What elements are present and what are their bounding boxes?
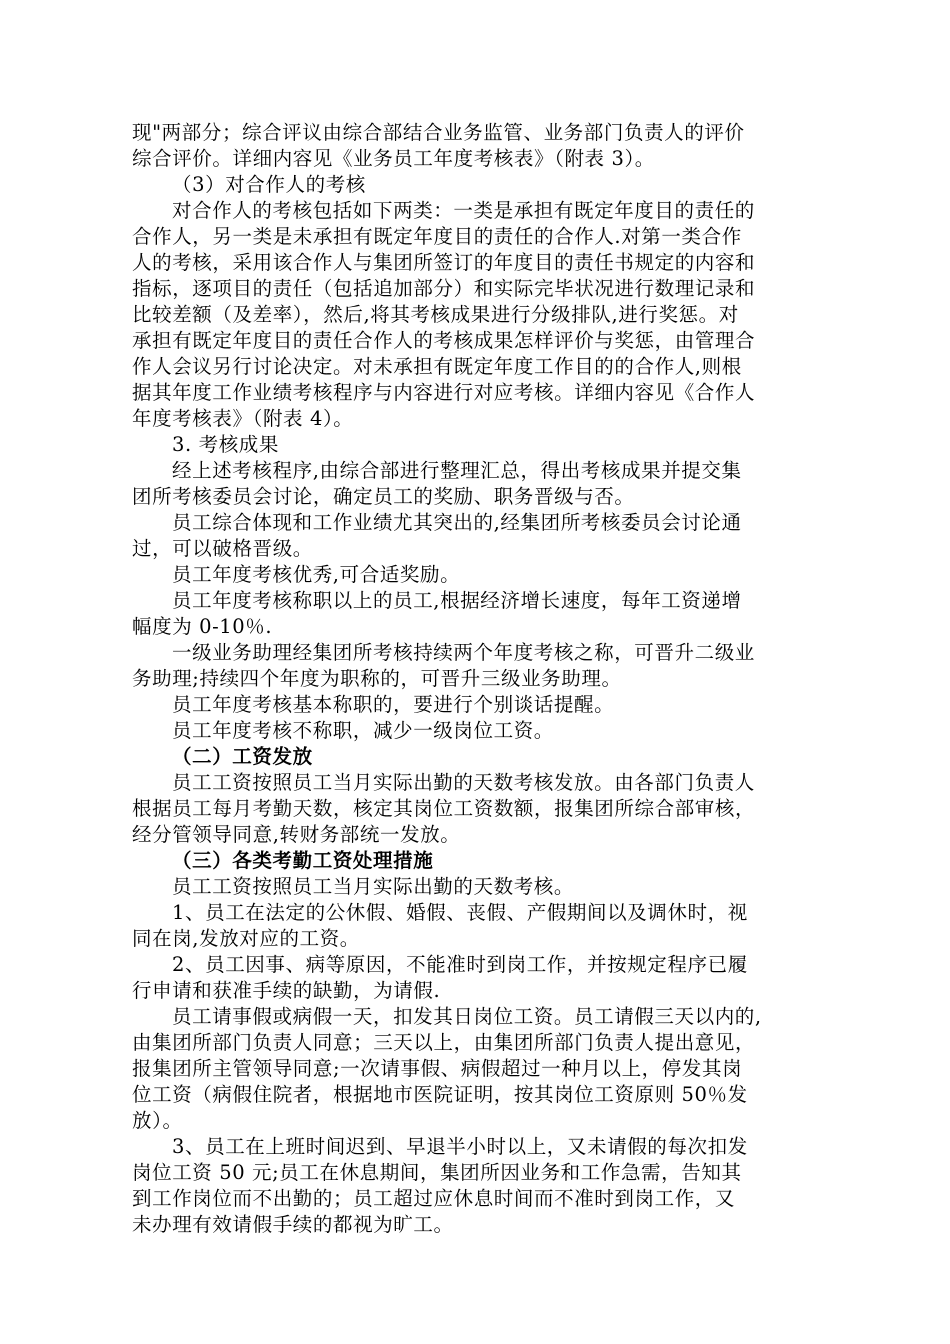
text-line: 未办理有效请假手续的都视为旷工。 xyxy=(132,1213,454,1236)
text-line: 根据员工每月考勤天数，核定其岗位工资数额，报集团所综合部审核， xyxy=(132,797,756,820)
text-line: 幅度为 0-10％. xyxy=(132,615,273,638)
subsection-heading: （3）对合作人的考核 xyxy=(172,173,366,196)
text-line: 据其年度工作业绩考核程序与内容进行对应考核。详细内容见《合作人 xyxy=(132,381,756,404)
text-line: 团所考核委员会讨论，确定员工的奖励、职务晋级与否。 xyxy=(132,485,635,508)
text-line: 报集团所主管领导同意;一次请事假、病假超过一种月以上，停发其岗 xyxy=(132,1057,743,1080)
text-line: 员工请事假或病假一天，扣发其日岗位工资。员工请假三天以内的, xyxy=(172,1005,762,1028)
text-line: 员工年度考核不称职，减少一级岗位工资。 xyxy=(172,719,554,742)
text-line: 承担有既定年度目的责任合作人的考核成果怎样评价与奖惩，由管理合 xyxy=(132,329,756,352)
text-line: 作人会议另行讨论决定。对未承担有既定年度工作目的的合作人,则根 xyxy=(132,355,742,378)
text-line: 经上述考核程序,由综合部进行整理汇总，得出考核成果并提交集 xyxy=(172,459,742,482)
text-line: 员工工资按照员工当月实际出勤的天数考核发放。由各部门负责人 xyxy=(172,771,755,794)
text-line: 经分管领导同意,转财务部统一发放。 xyxy=(132,823,461,846)
text-line: 2、员工因事、病等原因，不能准时到岗工作，并按规定程序已履 xyxy=(172,953,748,976)
text-line: 指标，逐项目的责任（包括追加部分）和实际完毕状况进行数理记录和 xyxy=(132,277,756,300)
subsection-heading: 3. 考核成果 xyxy=(172,433,280,456)
section-heading: （二）工资发放 xyxy=(172,745,313,768)
text-line: 综合评价。详细内容见《业务员工年度考核表》（附表 3）。 xyxy=(132,147,655,170)
text-line: 位工资（病假住院者，根据地市医院证明，按其岗位工资原则 50％发 xyxy=(132,1083,748,1106)
text-line: 人的考核，采用该合作人与集团所签订的年度目的责任书规定的内容和 xyxy=(132,251,756,274)
text-line: 员工年度考核称职以上的员工,根据经济增长速度，每年工资递增 xyxy=(172,589,742,612)
text-line: 岗位工资 50 元;员工在休息期间，集团所因业务和工作急需，告知其 xyxy=(132,1161,742,1184)
text-line: 由集团所部门负责人同意；三天以上，由集团所部门负责人提出意见， xyxy=(132,1031,756,1054)
text-line: 合作人，另一类是未承担有既定年度目的责任的合作人.对第一类合作 xyxy=(132,225,742,248)
text-line: 放）。 xyxy=(132,1109,183,1132)
text-line: 3、员工在上班时间迟到、早退半小时以上，又未请假的每次扣发 xyxy=(172,1135,748,1158)
text-line: 到工作岗位而不出勤的；员工超过应休息时间而不准时到岗工作，又 xyxy=(132,1187,736,1210)
text-line: 一级业务助理经集团所考核持续两个年度考核之称，可晋升二级业 xyxy=(172,641,755,664)
text-line: 员工年度考核优秀,可合适奖励。 xyxy=(172,563,461,586)
text-line: 同在岗,发放对应的工资。 xyxy=(132,927,360,950)
text-line: 现"两部分；综合评议由综合部结合业务监管、业务部门负责人的评价 xyxy=(132,121,745,144)
text-line: 比较差额（及差率），然后,将其考核成果进行分级排队,进行奖惩。对 xyxy=(132,303,739,326)
text-line: 务助理;持续四个年度为职称的，可晋升三级业务助理。 xyxy=(132,667,622,690)
text-line: 行申请和获准手续的缺勤，为请假. xyxy=(132,979,441,1002)
text-line: 员工工资按照员工当月实际出勤的天数考核。 xyxy=(172,875,575,898)
text-line: 过，可以破格晋级。 xyxy=(132,537,313,560)
text-line: 1、员工在法定的公休假、婚假、丧假、产假期间以及调休时，视 xyxy=(172,901,748,924)
text-line: 员工年度考核基本称职的，要进行个别谈话提醒。 xyxy=(172,693,615,716)
section-heading: （三）各类考勤工资处理措施 xyxy=(172,849,434,872)
text-line: 对合作人的考核包括如下两类：一类是承担有既定年度目的责任的 xyxy=(172,199,755,222)
text-line: 员工综合体现和工作业绩尤其突出的,经集团所考核委员会讨论通 xyxy=(172,511,742,534)
text-line: 年度考核表》（附表 4）。 xyxy=(132,407,354,430)
